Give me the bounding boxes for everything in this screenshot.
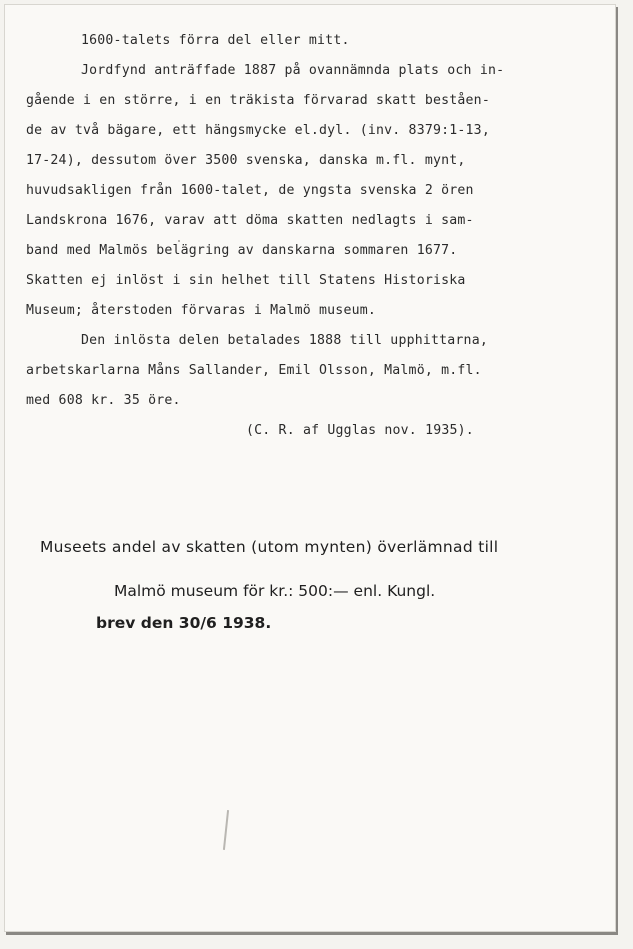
typed-line: band med Malmös belägring av danskarna sommaren 1677. [26, 243, 458, 258]
typed-line: Jordfynd anträffade 1887 på ovannämnda plats och in- [81, 63, 505, 78]
handwritten-line: Malmö museum för kr.: 500:— enl. Kungl. [114, 582, 436, 600]
handwritten-line: Museets andel av skatten (utom mynten) överlämnad till [40, 538, 499, 556]
handwritten-line: brev den 30/6 1938. [96, 614, 272, 632]
typed-line: huvudsakligen från 1600-talet, de yngsta svenska 2 ören [26, 183, 474, 198]
paper-speck [178, 240, 180, 242]
typed-text-block [26, 26, 612, 446]
typed-line: Museum; återstoden förvaras i Malmö museum. [26, 303, 377, 318]
handwritten-note [40, 532, 610, 632]
typed-line: Skatten ej inlöst i sin helhet till Statens Historiska [26, 273, 466, 288]
typed-line: med 608 kr. 35 öre. [26, 393, 181, 408]
typed-line: Den inlösta delen betalades 1888 till upphittarna, [81, 333, 488, 348]
typed-line: 17-24), dessutom över 3500 svenska, danska m.fl. mynt, [26, 153, 466, 168]
typed-line: gående i en större, i en träkista förvarad skatt beståen- [26, 93, 490, 108]
typed-line: de av två bägare, ett hängsmycke el.dyl. (inv. 8379:1-13, [26, 123, 490, 138]
signature-line: (C. R. af Ugglas nov. 1935). [246, 423, 474, 438]
typed-line: Landskrona 1676, varav att döma skatten nedlagts i sam- [26, 213, 474, 228]
typed-line: 1600-talets förra del eller mitt. [81, 33, 350, 48]
typed-line: arbetskarlarna Måns Sallander, Emil Olsson, Malmö, m.fl. [26, 363, 482, 378]
